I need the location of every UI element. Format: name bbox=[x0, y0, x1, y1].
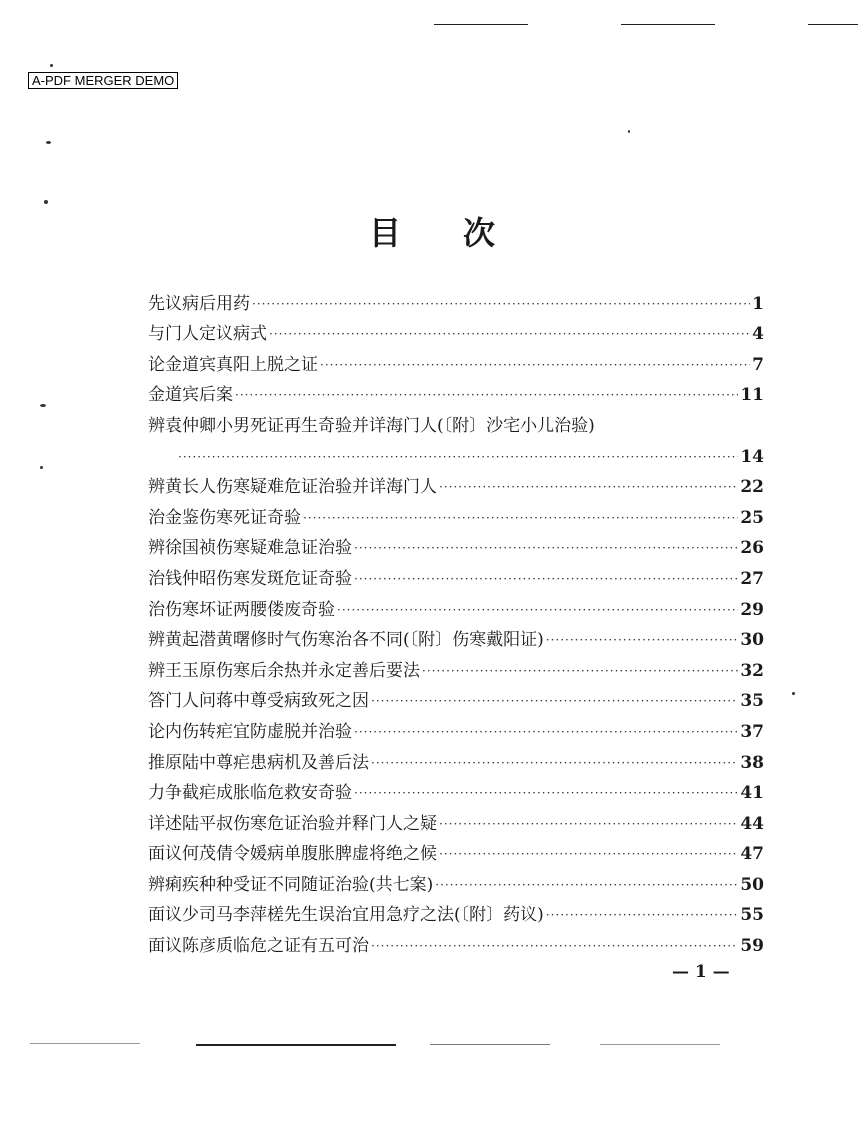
scan-speck bbox=[40, 404, 46, 407]
toc-entry-page: 4 bbox=[752, 324, 764, 345]
page-title bbox=[0, 208, 866, 254]
bottom-rule bbox=[30, 1043, 140, 1044]
toc-entry-title: 面议陈彦质临危之证有五可治 bbox=[148, 936, 369, 957]
top-rule bbox=[434, 24, 528, 25]
toc-leader-dots bbox=[178, 450, 738, 464]
table-of-contents bbox=[148, 283, 764, 956]
toc-entry bbox=[148, 925, 764, 956]
toc-leader-dots bbox=[320, 358, 750, 372]
toc-entry bbox=[148, 528, 764, 559]
toc-leader-dots bbox=[435, 878, 738, 892]
watermark-label: A-PDF MERGER DEMO bbox=[28, 72, 178, 89]
toc-entry bbox=[148, 589, 764, 620]
toc-entry-title: 论内伤转疟宜防虚脱并治验 bbox=[148, 721, 352, 742]
toc-entry bbox=[148, 558, 764, 589]
toc-entry-page: 44 bbox=[740, 813, 764, 834]
toc-entry-title: 面议少司马李萍槎先生误治宜用急疗之法(〔附〕药议) bbox=[148, 905, 544, 926]
toc-entry bbox=[148, 467, 764, 498]
toc-leader-dots bbox=[354, 572, 738, 586]
toc-entry-title: 辨黄长人伤寒疑难危证治验并详海门人 bbox=[148, 477, 437, 498]
toc-entry-title: 与门人定议病式 bbox=[148, 324, 267, 345]
toc-entry-page: 27 bbox=[740, 568, 764, 589]
toc-entry-page: 22 bbox=[740, 477, 764, 498]
toc-entry bbox=[148, 375, 764, 406]
toc-entry-page: 37 bbox=[740, 721, 764, 742]
toc-entry-page: 55 bbox=[740, 905, 764, 926]
toc-entry-page: 14 bbox=[740, 446, 764, 467]
toc-leader-dots bbox=[439, 847, 738, 861]
scan-speck bbox=[792, 692, 795, 695]
toc-entry-title: 治金鉴伤寒死证奇验 bbox=[148, 507, 301, 528]
toc-entry-title: 辨痢疾种种受证不同随证治验(共七案) bbox=[148, 874, 434, 895]
toc-entry-title: 推原陆中尊疟患病机及善后法 bbox=[148, 752, 369, 773]
toc-entry bbox=[148, 895, 764, 926]
toc-entry-title: 答门人问蒋中尊受病致死之因 bbox=[148, 691, 369, 712]
bottom-rule bbox=[430, 1044, 550, 1045]
toc-leader-dots bbox=[371, 694, 738, 708]
top-rule bbox=[621, 24, 715, 25]
toc-entry bbox=[148, 405, 764, 436]
toc-entry bbox=[148, 314, 764, 345]
toc-entry-title: 治伤寒坏证两腰偻废奇验 bbox=[148, 599, 335, 620]
toc-leader-dots bbox=[337, 603, 738, 617]
toc-entry bbox=[148, 742, 764, 773]
toc-entry-title: 详述陆平叔伤寒危证治验并释门人之疑 bbox=[148, 813, 437, 834]
toc-entry bbox=[148, 681, 764, 712]
toc-entry bbox=[148, 497, 764, 528]
toc-leader-dots bbox=[354, 786, 738, 800]
toc-entry-title: 辨徐国祯伤寒疑难急证治验 bbox=[148, 538, 352, 559]
toc-entry-title: 辨袁仲卿小男死证再生奇验并详海门人(〔附〕沙宅小儿治验) bbox=[148, 415, 595, 436]
toc-entry bbox=[148, 436, 764, 467]
toc-entry-title: 辨王玉原伤寒后余热并永定善后要法 bbox=[148, 660, 420, 681]
toc-leader-dots bbox=[439, 480, 738, 494]
toc-entry-page: 59 bbox=[740, 936, 764, 957]
toc-leader-dots bbox=[546, 633, 739, 647]
title-char-left: 目 bbox=[368, 214, 403, 252]
toc-entry bbox=[148, 344, 764, 375]
toc-entry bbox=[148, 283, 764, 314]
toc-leader-dots bbox=[422, 664, 738, 678]
toc-entry-page: 32 bbox=[740, 660, 764, 681]
scan-speck bbox=[50, 64, 53, 67]
toc-entry-title: 金道宾后案 bbox=[148, 385, 233, 406]
toc-entry-page: 47 bbox=[740, 844, 764, 865]
toc-entry-page: 35 bbox=[740, 691, 764, 712]
toc-leader-dots bbox=[303, 511, 738, 525]
title-char-right: 次 bbox=[463, 214, 498, 252]
scan-speck bbox=[628, 130, 630, 133]
toc-entry-page: 30 bbox=[740, 630, 764, 651]
toc-entry-title: 面议何茂倩令媛病单腹胀脾虚将绝之候 bbox=[148, 844, 437, 865]
scan-speck bbox=[44, 200, 48, 204]
toc-entry bbox=[148, 711, 764, 742]
toc-leader-dots bbox=[235, 388, 738, 402]
top-rule bbox=[808, 24, 858, 25]
toc-leader-dots bbox=[252, 297, 750, 311]
toc-entry bbox=[148, 773, 764, 804]
toc-entry-title: 论金道宾真阳上脱之证 bbox=[148, 354, 318, 375]
toc-entry bbox=[148, 620, 764, 651]
toc-entry-title: 先议病后用药 bbox=[148, 293, 250, 314]
toc-leader-dots bbox=[439, 817, 738, 831]
page-number: — 1 — bbox=[672, 962, 730, 982]
toc-entry bbox=[148, 864, 764, 895]
scan-speck bbox=[46, 141, 51, 144]
toc-entry-page: 7 bbox=[752, 354, 764, 375]
toc-entry-page: 41 bbox=[740, 783, 764, 804]
toc-entry-page: 25 bbox=[740, 507, 764, 528]
toc-leader-dots bbox=[354, 725, 738, 739]
toc-entry-title: 治钱仲昭伤寒发斑危证奇验 bbox=[148, 568, 352, 589]
toc-entry-page: 26 bbox=[740, 538, 764, 559]
toc-entry-page: 50 bbox=[740, 874, 764, 895]
toc-entry-title: 辨黄起潜黄曙修时气伤寒治各不同(〔附〕伤寒戴阳证) bbox=[148, 630, 544, 651]
toc-entry-page: 29 bbox=[740, 599, 764, 620]
toc-entry bbox=[148, 834, 764, 865]
toc-leader-dots bbox=[269, 327, 750, 341]
toc-entry-page: 1 bbox=[752, 293, 764, 314]
toc-leader-dots bbox=[371, 756, 738, 770]
toc-entry bbox=[148, 650, 764, 681]
bottom-rule bbox=[196, 1044, 396, 1046]
toc-leader-dots bbox=[371, 939, 738, 953]
scan-speck bbox=[40, 466, 43, 469]
toc-entry-page: 38 bbox=[740, 752, 764, 773]
toc-leader-dots bbox=[546, 908, 739, 922]
toc-entry bbox=[148, 803, 764, 834]
toc-entry-title: 力争截疟成胀临危救安奇验 bbox=[148, 783, 352, 804]
toc-entry-page: 11 bbox=[740, 385, 764, 406]
bottom-rule bbox=[600, 1044, 720, 1045]
toc-leader-dots bbox=[354, 541, 738, 555]
